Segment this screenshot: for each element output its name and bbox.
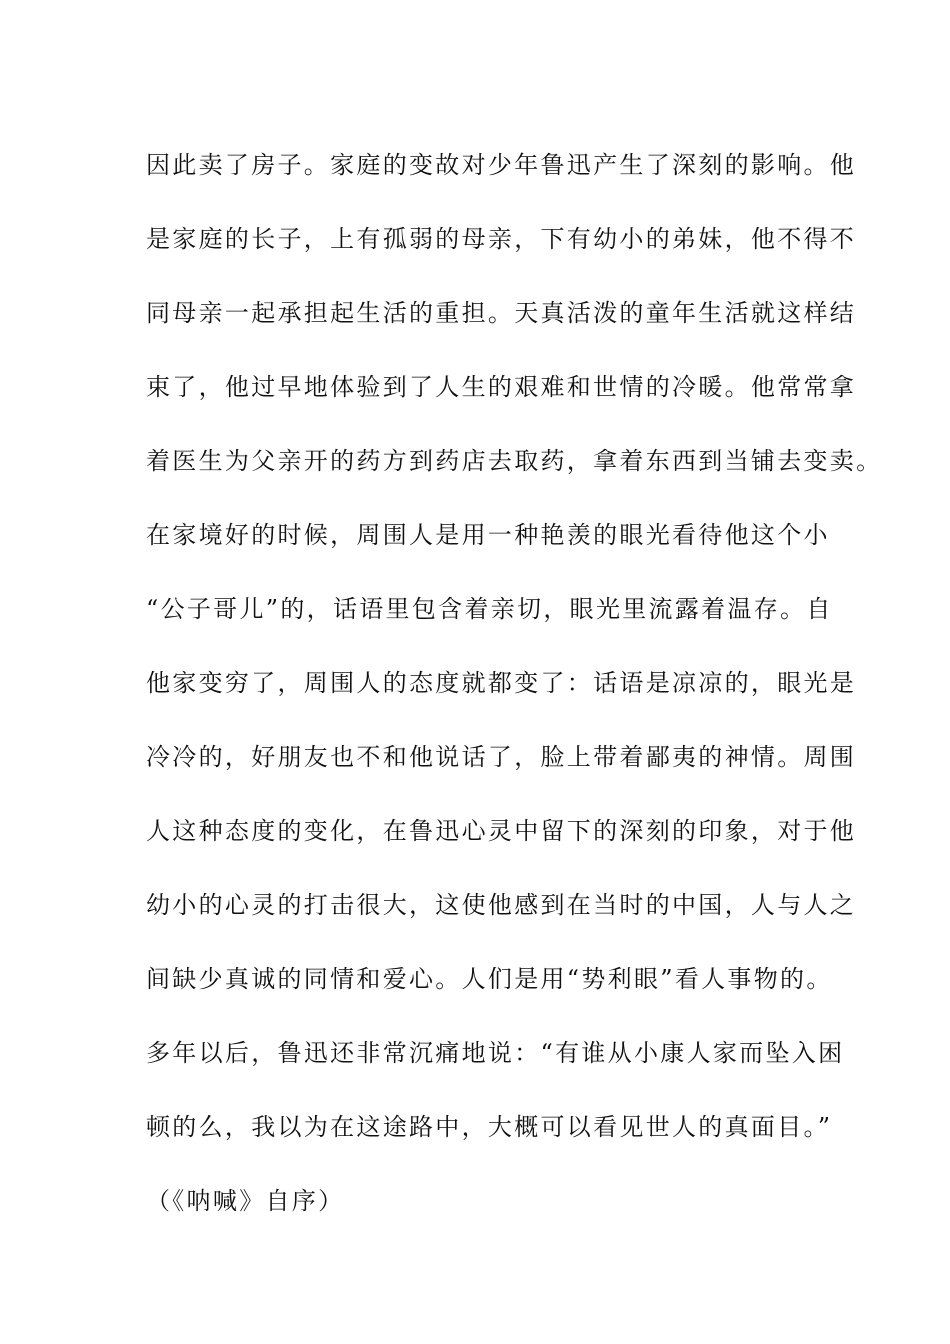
text-line: 顿的么，我以为在这途路中，大概可以看见世人的真面目。” [146, 1113, 833, 1141]
text-line: 人这种态度的变化，在鲁迅心灵中留下的深刻的印象，对于他 [146, 817, 857, 845]
citation-line: （《呐喊》自序） [146, 1187, 345, 1215]
text-line: 在家境好的时候，周围人是用一种艳羡的眼光看待他这个小 [146, 521, 830, 549]
text-line: 同母亲一起承担起生活的重担。天真活泼的童年生活就这样结 [146, 299, 857, 327]
text-line: 着医生为父亲开的药方到药店去取药，拿着东西到当铺去变卖。 [146, 447, 883, 475]
text-line: 因此卖了房子。家庭的变故对少年鲁迅产生了深刻的影响。他 [146, 151, 857, 179]
body-text [146, 128, 883, 1238]
text-line: 是家庭的长子，上有孤弱的母亲，下有幼小的弟妹，他不得不 [146, 225, 857, 253]
text-line: 幼小的心灵的打击很大，这使他感到在当时的中国，人与人之 [146, 891, 857, 919]
text-line: 冷冷的，好朋友也不和他说话了，脸上带着鄙夷的神情。周围 [146, 743, 857, 771]
text-line: 间缺少真诚的同情和爱心。人们是用“势利眼”看人事物的。 [146, 965, 833, 993]
text-line: “公子哥儿”的，话语里包含着亲切，眼光里流露着温存。自 [146, 595, 833, 623]
text-line: 束了，他过早地体验到了人生的艰难和世情的冷暖。他常常拿 [146, 373, 857, 401]
text-line: 他家变穷了，周围人的态度就都变了：话语是凉凉的，眼光是 [146, 669, 857, 697]
text-line: 多年以后，鲁迅还非常沉痛地说：“有谁从小康人家而坠入困 [146, 1039, 845, 1067]
